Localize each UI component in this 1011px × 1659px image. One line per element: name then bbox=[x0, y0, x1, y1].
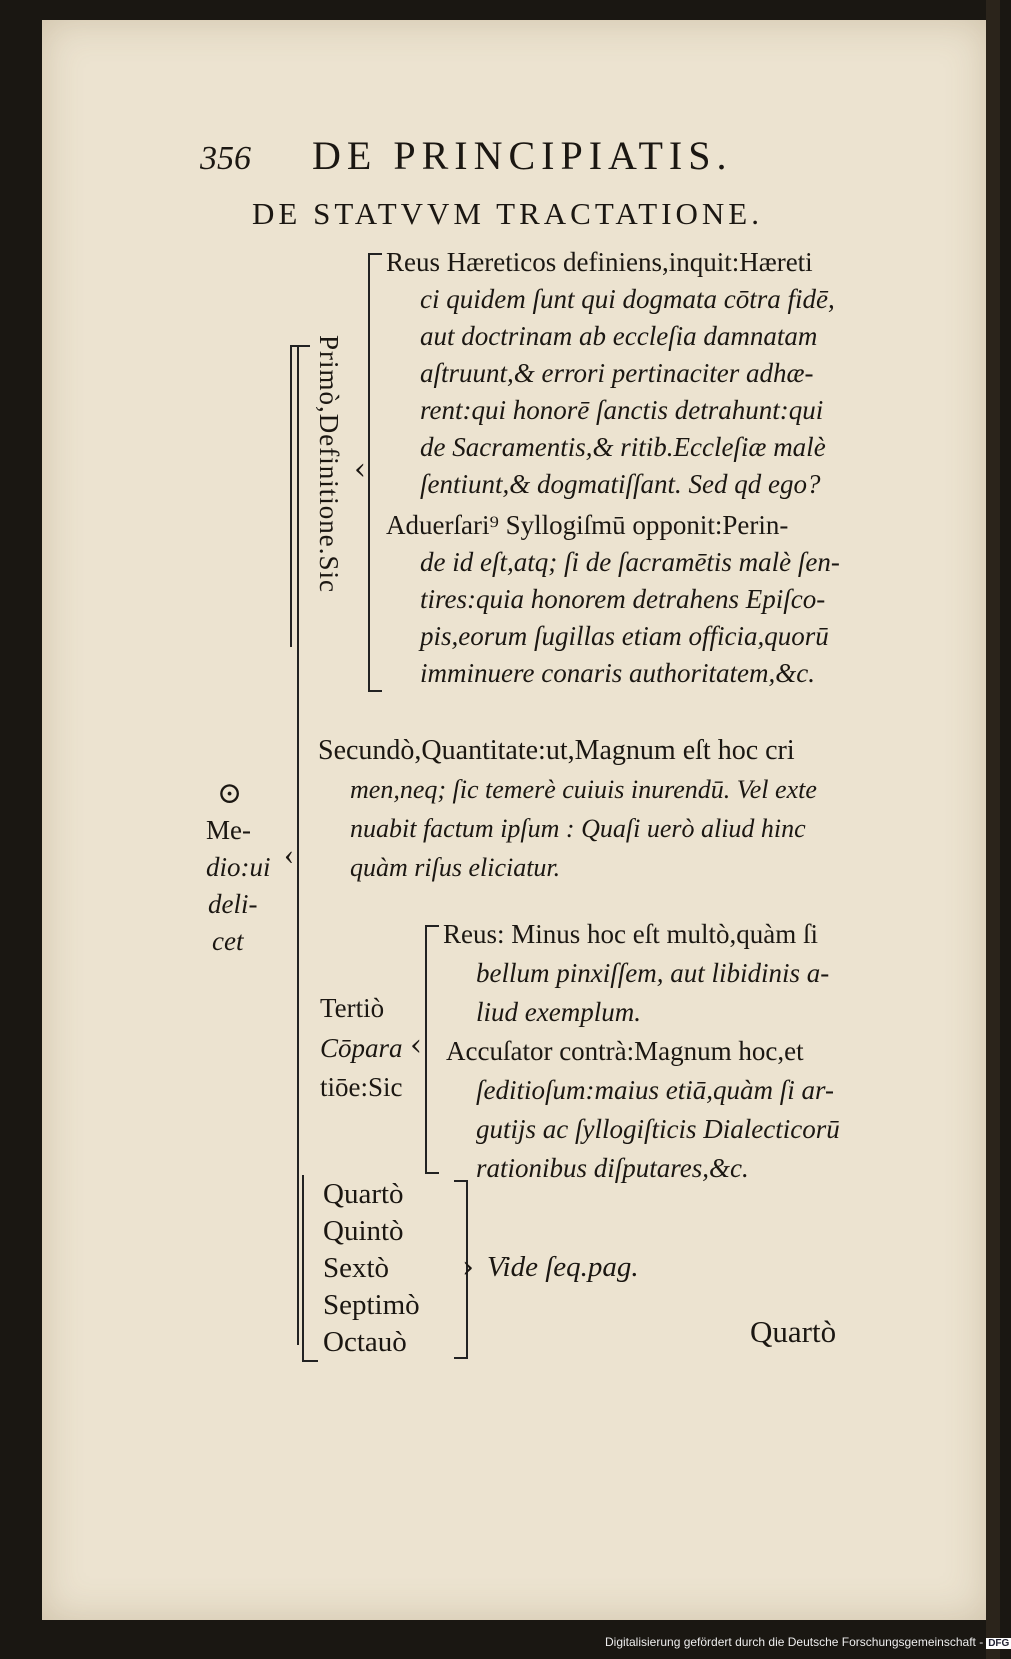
tertio-line: rationibus diſputares,&c. bbox=[476, 1153, 749, 1183]
tertio-brace-point: ‹ bbox=[410, 1028, 422, 1063]
primo-line: de id eſt,atq; ſi de ſacramētis malè ſen- bbox=[420, 547, 840, 577]
medio-label: cet bbox=[212, 926, 244, 956]
credit-text: Digitalisierung gefördert durch die Deutsche Forschungsgemeinschaft - bbox=[605, 1635, 984, 1649]
tertio-line: liud exemplum. bbox=[476, 997, 641, 1027]
tertio-label: Cōpara bbox=[320, 1033, 403, 1063]
primo-line: Reus Hæreticos definiens,inquit:Hæreti bbox=[386, 247, 813, 277]
running-title: DE PRINCIPIATIS. bbox=[312, 133, 733, 178]
remaining-left-brace bbox=[302, 1175, 318, 1362]
list-item: Quartò bbox=[323, 1178, 404, 1210]
primo-label-brace bbox=[290, 345, 310, 647]
remaining-brace-point: › bbox=[462, 1250, 474, 1285]
tertio-label: tiōe:Sic bbox=[320, 1072, 403, 1102]
tertio-text-brace bbox=[425, 925, 439, 1174]
medio-label: dio:ui bbox=[206, 852, 271, 882]
dfg-logo: DFG bbox=[988, 1638, 1010, 1649]
secundo-line: nuabit factum ipſum : Quaſi uerò aliud hinc bbox=[350, 814, 806, 843]
page-edge bbox=[986, 0, 1000, 1659]
medio-symbol: ⊙ bbox=[217, 777, 243, 810]
catchword: Quartò bbox=[750, 1314, 837, 1349]
tertio-line: gutijs ac ſyllogiſticis Dialecticorū bbox=[476, 1114, 840, 1144]
tertio-line: Reus: Minus hoc eſt multò,quàm ſi bbox=[443, 919, 818, 949]
primo-line: rent:qui honorē ſanctis detrahunt:qui bbox=[420, 395, 824, 425]
primo-label: Primò,Definitione.Sic bbox=[314, 335, 344, 593]
primo-line: de Sacramentis,& ritib.Eccleſiæ malè bbox=[420, 432, 826, 462]
primo-line: ci quidem ſunt qui dogmata cōtra fidē, bbox=[420, 284, 835, 314]
primo-line: Aduerſari⁹ Syllogiſmū opponit:Perin- bbox=[386, 510, 789, 540]
primo-line: tires:quia honorem detrahens Epiſco- bbox=[420, 584, 826, 614]
primo-line: ſentiunt,& dogmatiſſant. Sed qd ego? bbox=[420, 469, 821, 499]
primo-line: pis,eorum ſugillas etiam officia,quorū bbox=[420, 621, 829, 651]
secundo-line: Secundò,Quantitate:ut,Magnum eſt hoc cri bbox=[318, 735, 795, 766]
primo-line: imminuere conaris authoritatem,&c. bbox=[420, 658, 815, 688]
medio-label: Me- bbox=[206, 815, 251, 845]
section-title: DE STATVVM TRACTATIONE. bbox=[252, 196, 763, 231]
tertio-label: Tertiò bbox=[320, 993, 385, 1023]
list-item: Quintò bbox=[323, 1215, 404, 1247]
page-number: 356 bbox=[200, 140, 251, 177]
tertio-line: Accuſator contrà:Magnum hoc,et bbox=[446, 1036, 804, 1066]
remaining-note: Vide ſeq.pag. bbox=[487, 1251, 639, 1283]
digitization-credit bbox=[605, 1635, 1011, 1655]
list-item: Sextò bbox=[323, 1252, 390, 1284]
list-item: Septimò bbox=[323, 1289, 420, 1321]
list-item: Octauò bbox=[323, 1326, 407, 1358]
tertio-line: ſeditioſum:maius etiā,quàm ſi ar- bbox=[476, 1075, 834, 1105]
tertio-line: bellum pinxiſſem, aut libidinis a- bbox=[476, 958, 830, 988]
outer-brace-point: ‹ bbox=[284, 838, 294, 871]
primo-brace-point: ‹ bbox=[354, 452, 366, 487]
primo-line: aſtruunt,& errori pertinaciter adhæ- bbox=[420, 358, 814, 388]
medio-label: deli- bbox=[208, 889, 258, 919]
primo-text-brace bbox=[368, 253, 382, 692]
primo-line: aut doctrinam ab eccleſia damnatam bbox=[420, 321, 818, 351]
secundo-line: men,neq; ſic temerè cuiuis inurendū. Vel exte bbox=[350, 775, 817, 804]
secundo-line: quàm riſus eliciatur. bbox=[350, 853, 561, 882]
